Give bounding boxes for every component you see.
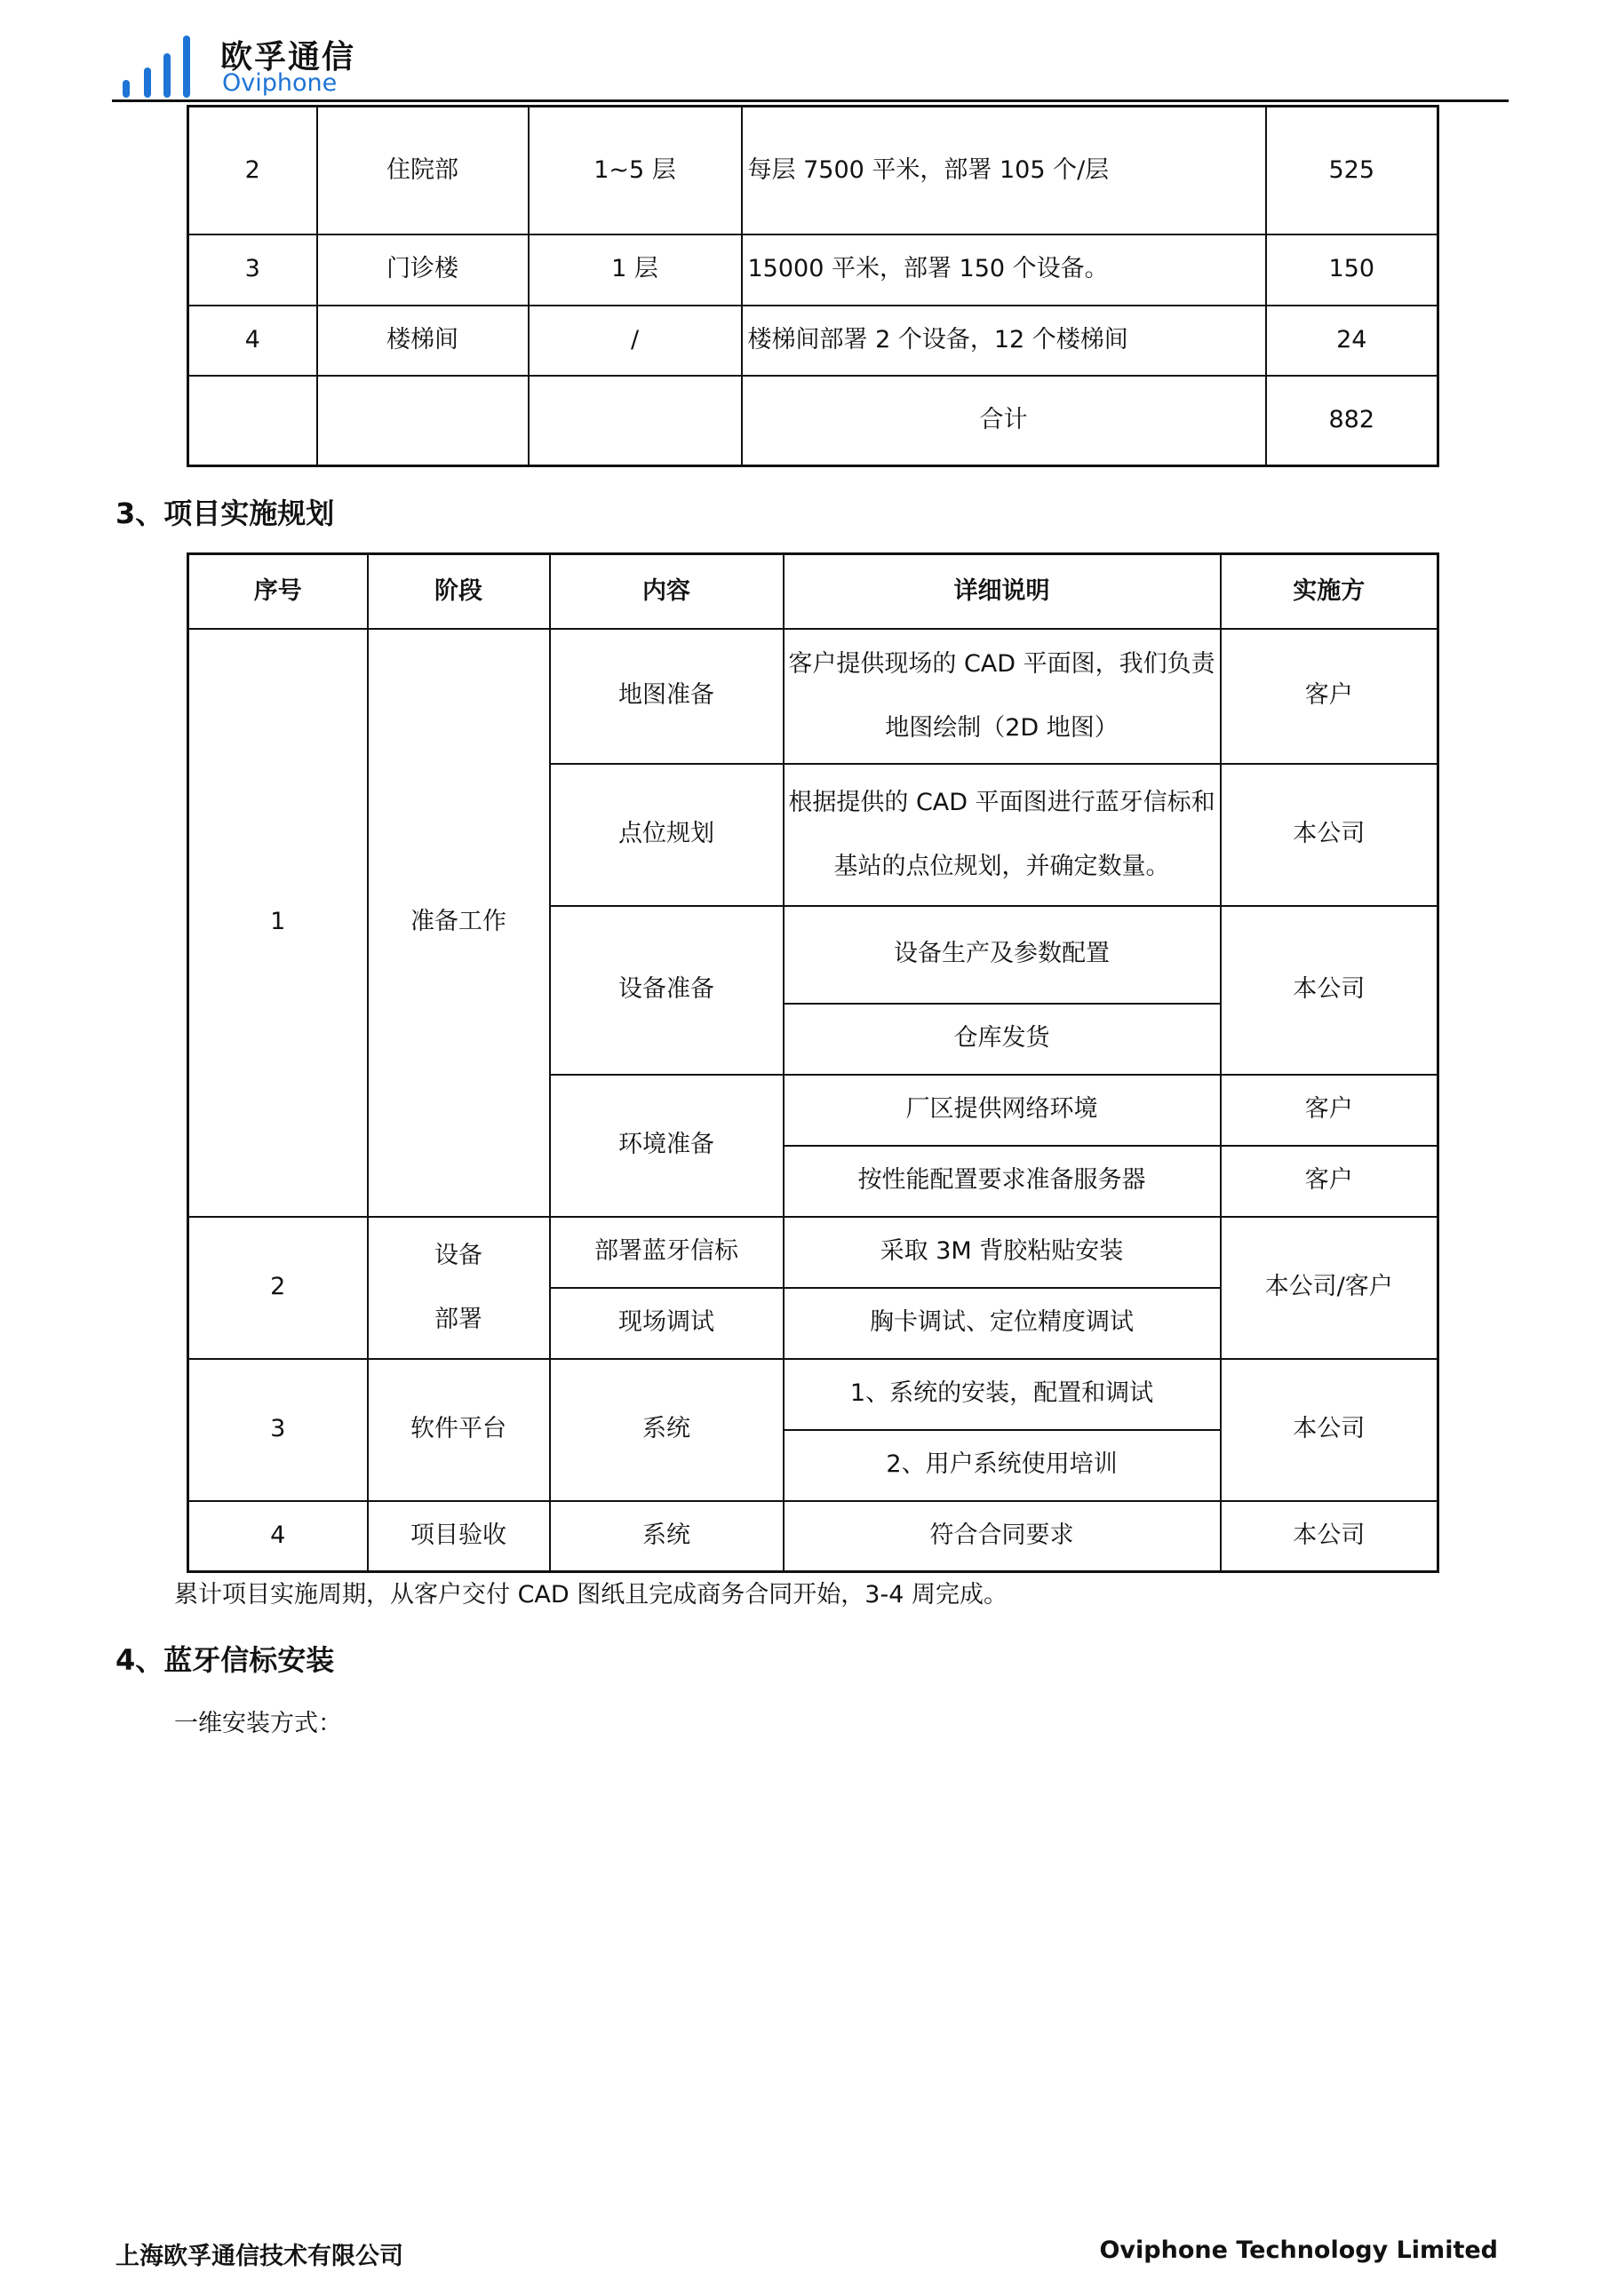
row-detail: 胸卡调试、定位精度调试 [784,1288,1221,1359]
row-detail: 采取 3M 背胶粘贴安装 [784,1217,1221,1288]
row-detail: 设备生产及参数配置 [784,906,1221,1004]
detail-line: 基站的点位规划，并确定数量。 [833,852,1170,880]
row-content: 环境准备 [550,1075,784,1217]
header-no: 序号 [188,554,368,629]
row-detail: 1、系统的安装，配置和调试 [784,1359,1221,1430]
section-4-heading: 4、蓝牙信标安装 [116,1643,335,1677]
row-no: 3 [188,1359,368,1501]
row-detail [784,629,1221,764]
row-floors: / [529,306,742,376]
table-header-row [188,554,1438,629]
row-detail: 2、用户系统使用培训 [784,1430,1221,1501]
detail-line: 客户提供现场的 CAD 平面图，我们负责 [788,649,1215,678]
detail-line: 根据提供的 CAD 平面图进行蓝牙信标和 [788,788,1215,816]
row-count: 24 [1266,306,1438,376]
row-floors: 1~5 层 [529,107,742,234]
table-row [188,234,1438,306]
row-name: 门诊楼 [317,234,529,306]
row-content: 部署蓝牙信标 [550,1217,784,1288]
row-party: 本公司 [1221,1359,1438,1501]
header-rule [112,99,1509,102]
row-content: 设备准备 [550,906,784,1075]
row-party: 客户 [1221,629,1438,764]
table-row [188,629,1438,764]
row-desc: 楼梯间部署 2 个设备，12 个楼梯间 [742,306,1266,376]
row-detail: 仓库发货 [784,1004,1221,1075]
row-name: 楼梯间 [317,306,529,376]
footer-company-cn: 上海欧孚通信技术有限公司 [116,2243,403,2270]
row-content: 系统 [550,1501,784,1572]
stage-line: 部署 [434,1305,482,1333]
row-count: 525 [1266,107,1438,234]
header-stage: 阶段 [368,554,550,629]
row-count: 150 [1266,234,1438,306]
row-desc: 15000 平米，部署 150 个设备。 [742,234,1266,306]
row-party: 本公司/客户 [1221,1217,1438,1359]
implementation-plan-table [187,552,1439,1573]
table-row [188,306,1438,376]
row-party: 客户 [1221,1146,1438,1217]
row-no: 3 [188,234,317,306]
logo-bar [123,80,130,98]
table-row [188,1359,1438,1430]
row-no: 2 [188,107,317,234]
row-content: 现场调试 [550,1288,784,1359]
logo-bar [144,68,151,98]
row-desc: 每层 7500 平米，部署 105 个/层 [742,107,1266,234]
empty-cell [529,376,742,466]
footer-company-en: Oviphone Technology Limited [1099,2236,1498,2264]
row-no: 4 [188,306,317,376]
total-value: 882 [1266,376,1438,466]
table-row [188,1501,1438,1572]
detail-line: 地图绘制（2D 地图） [885,713,1119,742]
empty-cell [188,376,317,466]
row-content: 点位规划 [550,764,784,906]
header-detail: 详细说明 [784,554,1221,629]
logo-signal-icon [119,34,190,98]
table-row [188,1217,1438,1288]
table-total-row [188,376,1438,466]
row-no: 2 [188,1217,368,1359]
row-detail: 按性能配置要求准备服务器 [784,1146,1221,1217]
deployment-table [187,105,1439,467]
row-party: 本公司 [1221,906,1438,1075]
logo-bar [163,53,171,98]
row-no: 1 [188,629,368,1217]
stage-line: 设备 [434,1241,482,1269]
row-party: 客户 [1221,1075,1438,1146]
row-party: 本公司 [1221,1501,1438,1572]
total-label: 合计 [742,376,1266,466]
row-stage: 软件平台 [368,1359,550,1501]
row-stage: 准备工作 [368,629,550,1217]
row-stage: 项目验收 [368,1501,550,1572]
row-no: 4 [188,1501,368,1572]
row-floors: 1 层 [529,234,742,306]
row-detail: 符合合同要求 [784,1501,1221,1572]
table-row [188,107,1438,234]
empty-cell [317,376,529,466]
section-3-heading: 3、项目实施规划 [116,497,335,530]
logo-text-en: Oviphone [222,69,338,97]
row-party: 本公司 [1221,764,1438,906]
row-content: 地图准备 [550,629,784,764]
row-detail [784,764,1221,906]
row-detail: 厂区提供网络环境 [784,1075,1221,1146]
row-content: 系统 [550,1359,784,1501]
row-stage [368,1217,550,1359]
section-4-paragraph: 一维安装方式： [174,1710,342,1737]
implementation-note: 累计项目实施周期，从客户交付 CAD 图纸且完成商务合同开始，3-4 周完成。 [174,1581,1008,1609]
row-name: 住院部 [317,107,529,234]
header-content: 内容 [550,554,784,629]
logo-bar [183,36,190,98]
header-party: 实施方 [1221,554,1438,629]
logo-text-cn: 欧孚通信 [220,39,356,75]
